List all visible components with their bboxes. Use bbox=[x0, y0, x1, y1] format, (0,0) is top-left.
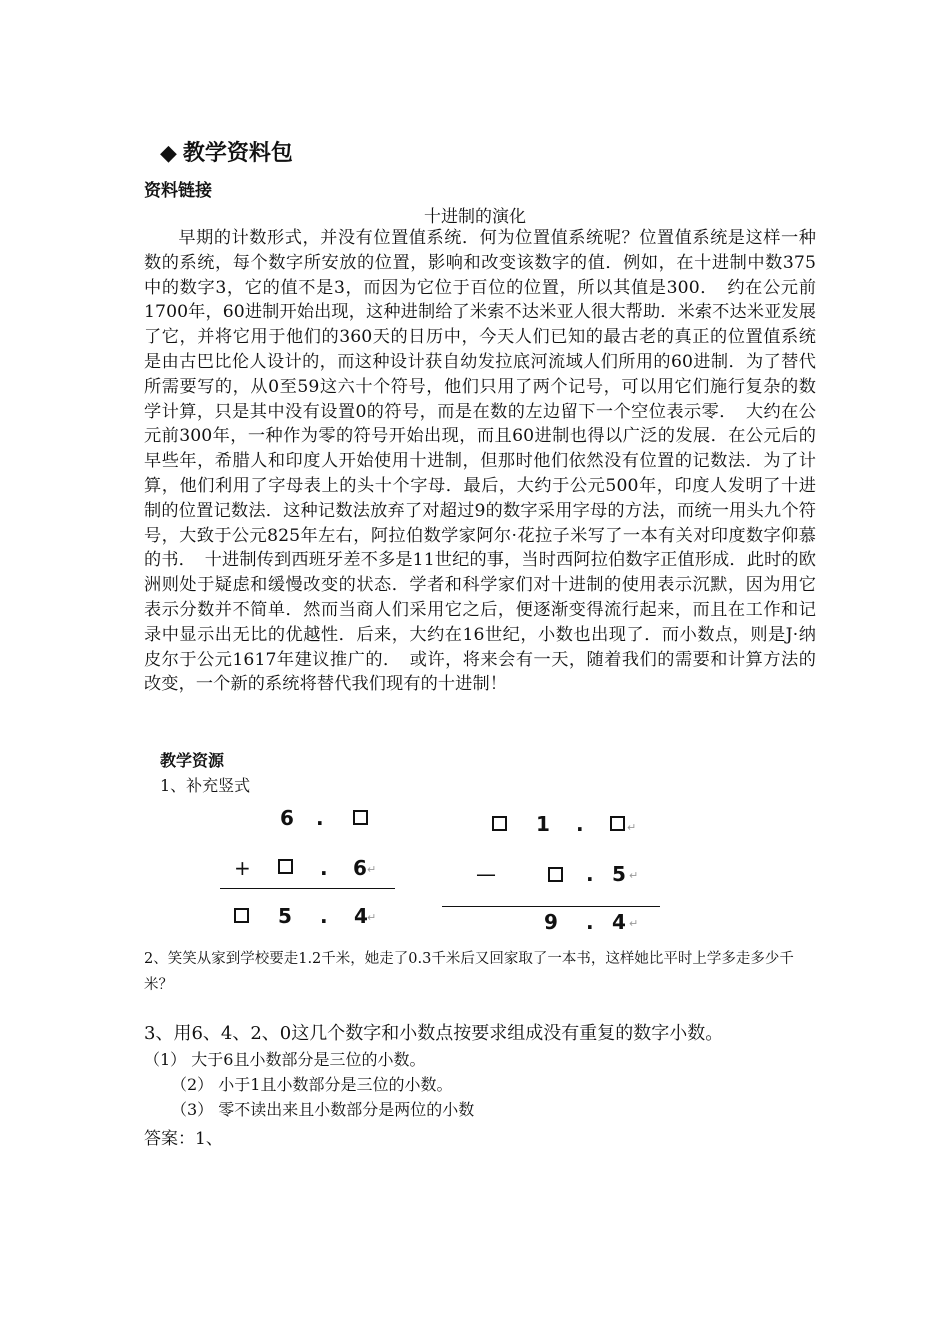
heading-title: 教学资料包 bbox=[182, 140, 293, 166]
digit: 6 bbox=[280, 806, 294, 830]
question-3-item: （2） 小于1且小数部分是三位的小数。 bbox=[171, 1075, 453, 1094]
return-mark-icon: ↵ bbox=[629, 869, 639, 882]
decimal-point: . bbox=[586, 910, 594, 934]
blank-box-icon bbox=[278, 859, 293, 874]
subheading-link: 资料链接 bbox=[144, 181, 212, 201]
return-mark-icon: ↵ bbox=[627, 821, 637, 834]
blank-box-icon bbox=[548, 867, 563, 882]
digit: 9 bbox=[544, 910, 558, 934]
blank-box-icon bbox=[234, 908, 249, 923]
plus-sign: + bbox=[234, 856, 251, 880]
question-3-item: （3） 零不读出来且小数部分是两位的小数 bbox=[171, 1100, 475, 1119]
question-3-title: 3、用6、4、2、0这几个数字和小数点按要求组成没有重复的数字小数。 bbox=[144, 1023, 724, 1044]
digit: 5 bbox=[278, 904, 292, 928]
subheading-resource: 教学资源 bbox=[160, 751, 225, 770]
article-body: 早期的计数形式，并没有位置值系统．何为位置值系统呢？位置值系统是这样一种数的系统，每个数字所安放的位置，影响和改变该数字的值．例如，在十进制中数375中的数字3，它的值不是3，而因为它位于百位的位置，所以其值是300． 约在公元前1700年，60进制开始出现，这种进制给了米索不达米亚人很大帮助．米索不达米亚发展了它，并将它用于他们的360天的日历中，今天人们已知的最古老的真正的位置值系统是由古巴比伦人设计的，而这种设计获自幼发拉底河流域人们所用的60进制．为了替代所需要写的，从0至59这六十个符号，他们只用了两个记号，可以用它们施行复杂的数学计算，只是其中没有设置0的符号，而是在数的左边留下一个空位表示零． 大约在公元前300年，一种作为零的符号开始出现，而且60进制也得以广泛的发展．在公元后的早些年，希腊人和印度人开始使用十进制，但那时他们依然没有位置的记数法．为了计算，他们利用了字母表上的头十个字母．最后，大约于公元500年，印度人发明了十进制的位置记数法．这种记数法放弃了对超过9的数字采用字母的方法，而统一用头九个符号，大致于公元825年左右，阿拉伯数学家阿尔·花拉子米写了一本有关对印度数字仰慕的书． 十进制传到西班牙差不多是11世纪的事，当时西阿拉伯数字正值形成．此时的欧洲则处于疑虑和缓慢改变的状态．学者和科学家们对十进制的使用表示沉默，因为用它表示分数并不简单．然而当商人们采用它之后，便逐渐变得流行起来，而且在工作和记录中显示出无比的优越性．后来，大约在16世纪，小数也出现了．而小数点，则是J·纳皮尔于公元1617年建议推广的． 或许，将来会有一天，随着我们的需要和计算方法的改变，一个新的系统将替代我们现有的十进制！ bbox=[144, 228, 816, 695]
sum-line bbox=[220, 888, 395, 889]
decimal-point: . bbox=[586, 862, 594, 886]
digit: 4 bbox=[612, 910, 626, 934]
question-3 bbox=[144, 1021, 723, 1122]
digit: 6 bbox=[353, 856, 367, 880]
question-3-item: （1） 大于6且小数部分是三位的小数。 bbox=[144, 1050, 426, 1069]
digit: 1 bbox=[536, 812, 550, 836]
minus-sign: — bbox=[476, 862, 496, 886]
blank-box-icon bbox=[353, 810, 368, 825]
question-2: 2、笑笑从家到学校要走1.2千米，她走了0.3千米后又回家取了一本书，这样她比平时上学多走多少千米？ bbox=[144, 951, 794, 993]
difference-line bbox=[442, 906, 660, 907]
article-title: 十进制的演化 bbox=[424, 207, 526, 227]
blank-box-icon bbox=[492, 816, 507, 831]
vertical-addition bbox=[220, 806, 400, 936]
digit: 5 bbox=[612, 862, 626, 886]
digit: 4 bbox=[354, 904, 368, 928]
diamond-bullet-icon: ◆ bbox=[160, 140, 177, 166]
decimal-point: . bbox=[320, 904, 328, 928]
return-mark-icon: ↵ bbox=[367, 863, 377, 876]
return-mark-icon: ↵ bbox=[629, 917, 639, 930]
decimal-point: . bbox=[576, 812, 584, 836]
blank-box-icon bbox=[610, 816, 625, 831]
decimal-point: . bbox=[316, 806, 324, 830]
section-heading bbox=[160, 136, 293, 167]
answer-label: 答案：1、 bbox=[144, 1129, 223, 1149]
decimal-point: . bbox=[320, 856, 328, 880]
return-mark-icon: ↵ bbox=[367, 911, 377, 924]
vertical-subtraction bbox=[440, 812, 670, 942]
question-1-label: 1、补充竖式 bbox=[160, 776, 251, 795]
